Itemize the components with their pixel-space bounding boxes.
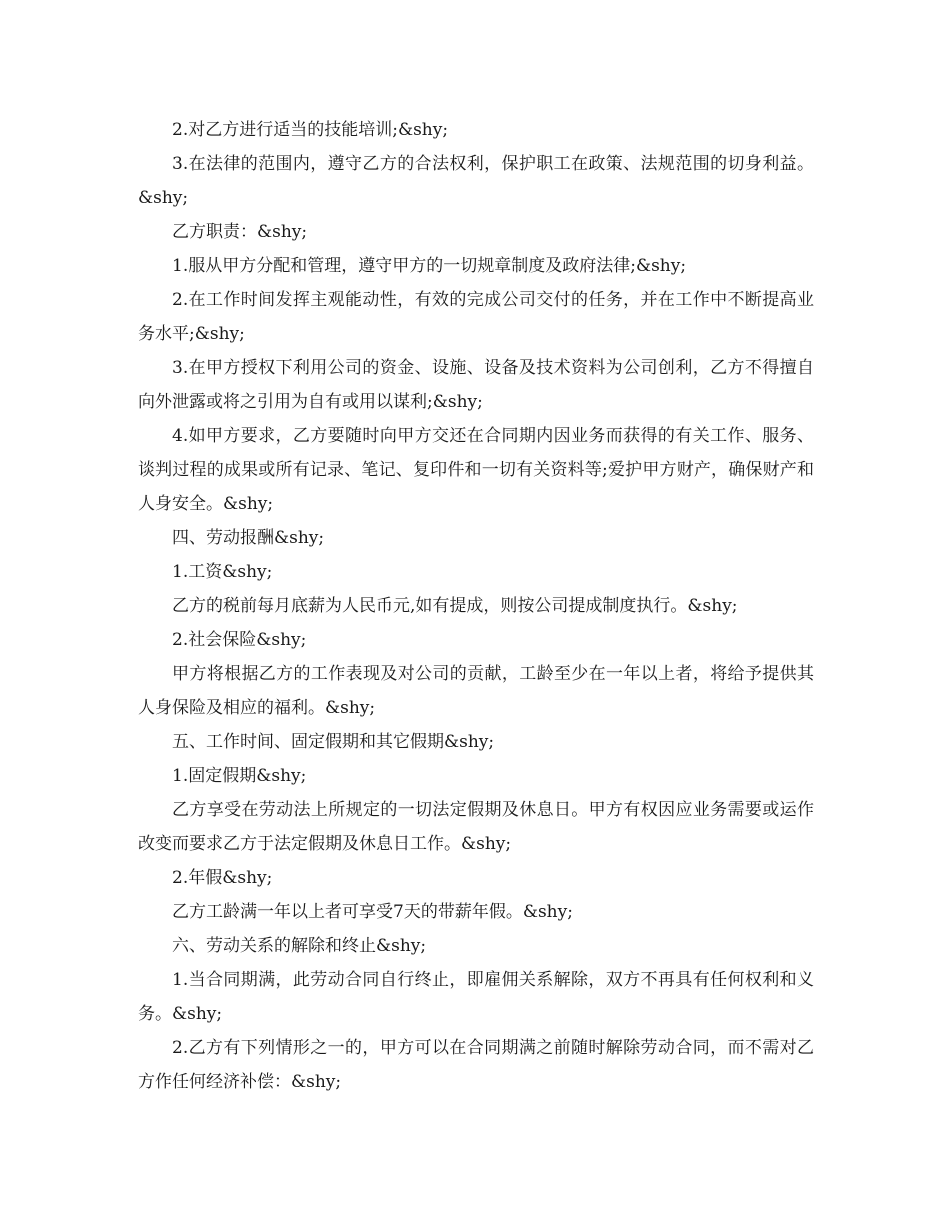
paragraph: 甲方将根据乙方的工作表现及对公司的贡献，工龄至少在一年以上者，将给予提供其人身保险及相应的福利。&shy; xyxy=(138,664,814,718)
subsection-heading: 2.社会保险&shy; xyxy=(172,630,307,650)
paragraph: 乙方的税前每月底薪为人民币元,如有提成，则按公司提成制度执行。&shy; xyxy=(172,596,738,616)
paragraph: 1.当合同期满，此劳动合同自行终止，即雇佣关系解除，双方不再具有任何权利和义务。&shy; xyxy=(138,970,814,1024)
section-heading: 乙方职责：&shy; xyxy=(172,222,308,242)
document-body xyxy=(138,113,814,1099)
paragraph: 2.乙方有下列情形之一的，甲方可以在合同期满之前随时解除劳动合同，而不需对乙方作任何经济补偿：&shy; xyxy=(138,1038,814,1092)
subsection-heading: 1.固定假期&shy; xyxy=(172,766,307,786)
paragraph: 4.如甲方要求，乙方要随时向甲方交还在合同期内因业务而获得的有关工作、服务、谈判过程的成果或所有记录、笔记、复印件和一切有关资料等;爱护甲方财产，确保财产和人身安全。&shy; xyxy=(138,426,814,514)
paragraph: 乙方享受在劳动法上所规定的一切法定假期及休息日。甲方有权因应业务需要或运作改变而要求乙方于法定假期及休息日工作。&shy; xyxy=(138,800,814,854)
subsection-heading: 1.工资&shy; xyxy=(172,562,273,582)
paragraph: 2.在工作时间发挥主观能动性，有效的完成公司交付的任务，并在工作中不断提高业务水平;&shy; xyxy=(138,290,814,344)
paragraph: 1.服从甲方分配和管理，遵守甲方的一切规章制度及政府法律;&shy; xyxy=(172,256,687,276)
subsection-heading: 2.年假&shy; xyxy=(172,868,273,888)
section-heading: 六、劳动关系的解除和终止&shy; xyxy=(172,936,427,956)
section-heading: 五、工作时间、固定假期和其它假期&shy; xyxy=(172,732,495,752)
paragraph: 3.在甲方授权下利用公司的资金、设施、设备及技术资料为公司创利，乙方不得擅自向外泄露或将之引用为自有或用以谋利;&shy; xyxy=(138,358,814,412)
paragraph: 3.在法律的范围内，遵守乙方的合法权利，保护职工在政策、法规范围的切身利益。&shy; xyxy=(138,154,814,208)
section-heading: 四、劳动报酬&shy; xyxy=(172,528,325,548)
paragraph: 乙方工龄满一年以上者可享受7天的带薪年假。&shy; xyxy=(172,902,573,922)
paragraph: 2.对乙方进行适当的技能培训;&shy; xyxy=(172,120,449,140)
